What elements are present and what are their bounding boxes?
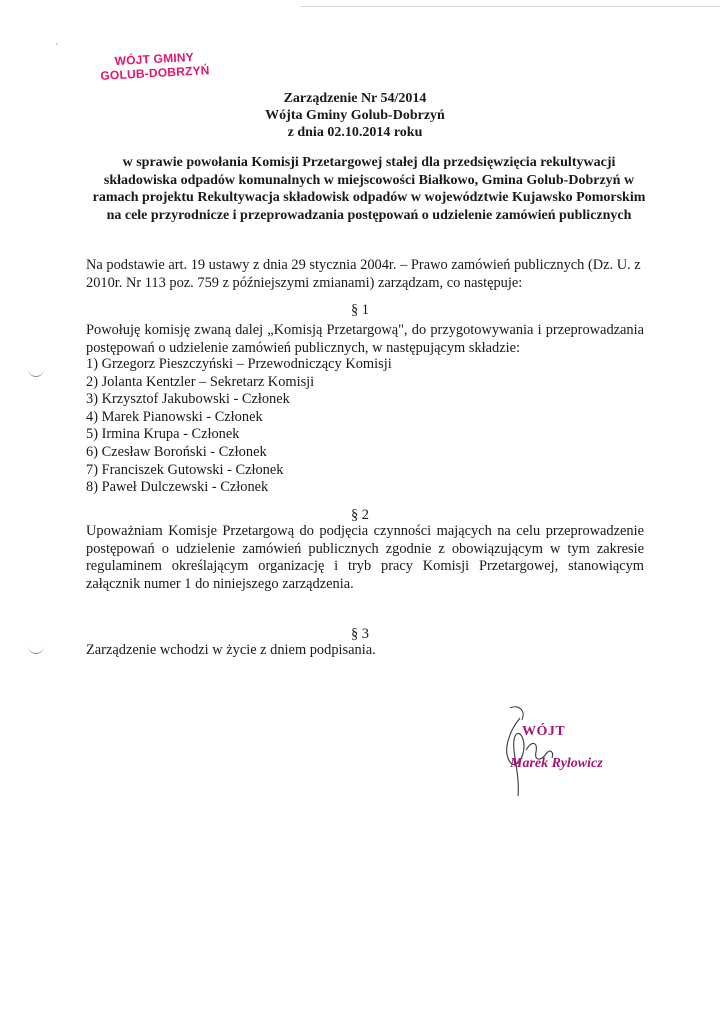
stamp-line-2: GOLUB-DOBRZYŃ [100, 63, 210, 83]
section-1-mark: § 1 [351, 302, 369, 318]
document-subject: w sprawie powołania Komisji Przetargowej stałej dla przedsięwzięcia rekultywacji składowiska odpadów komunalnych w miejscowości Białkowo, Gmina Golub-Dobrzyń w ramach projektu Rekultywacja składowisk odpadów w województwie Kujawsko Pomorskim na cele przyrodnicze i przeprowadzania postępowań o udzielenie zamówień publicznych [92, 155, 646, 223]
stamp-line-1: WÓJT GMINY [114, 49, 195, 69]
list-item: 1) Grzegorz Pieszczyński – Przewodniczący Komisji [86, 356, 392, 372]
section-3-mark: § 3 [351, 626, 369, 642]
section-1-text: Powołuję komisję zwaną dalej „Komisją Przetargową", do przygotowywania i przeprowadzania postępowań o udzielenie zamówień publicznych, w następującym składzie: [86, 322, 644, 356]
section-2-text: Upoważniam Komisje Przetargową do podjęcia czynności mających na celu przeprowadzenie postępowań o udzielenie zamówień publicznych zgodnie z obowiązującym w tym zakresie regulaminem określającym organizację i tryb pracy Komisji Przetargowej, stanowiącym załącznik numer 1 do niniejszego zarządzenia. [86, 523, 644, 592]
scan-speck [56, 43, 58, 45]
document-heading [240, 90, 470, 141]
signature-title: WÓJT [522, 724, 566, 739]
hole-punch-mark [28, 645, 44, 654]
list-item: 4) Marek Pianowski - Członek [86, 408, 263, 425]
handwritten-signature [480, 700, 620, 810]
document-issuer: Wójta Gminy Golub-Dobrzyń [265, 108, 445, 123]
section-2-mark: § 2 [351, 507, 369, 523]
top-edge-line [300, 6, 720, 7]
committee-members-list [86, 356, 392, 497]
list-item: 5) Irmina Krupa - Członek [86, 426, 240, 443]
document-title: Zarządzenie Nr 54/2014 [283, 91, 427, 106]
section-3-text: Zarządzenie wchodzi w życie z dniem podpisania. [86, 642, 376, 658]
signature-block [480, 700, 620, 810]
list-item: 2) Jolanta Kentzler – Sekretarz Komisji [86, 373, 315, 390]
legal-basis: Na podstawie art. 19 ustawy z dnia 29 stycznia 2004r. – Prawo zamówień publicznych (Dz. U. z 2010r. Nr 113 poz. 759 z późniejszymi zmianami) zarządzam, co następuje: [86, 257, 641, 291]
list-item: 7) Franciszek Gutowski - Członek [86, 461, 284, 478]
hole-punch-mark [28, 368, 44, 377]
list-item: 8) Paweł Dulczewski - Członek [86, 479, 269, 496]
list-item: 3) Krzysztof Jakubowski - Członek [86, 391, 290, 408]
office-stamp [99, 49, 210, 83]
list-item: 6) Czesław Boroński - Członek [86, 443, 267, 460]
signature-name: Marek Rylowicz [510, 756, 603, 771]
document-date: z dnia 02.10.2014 roku [287, 125, 423, 140]
